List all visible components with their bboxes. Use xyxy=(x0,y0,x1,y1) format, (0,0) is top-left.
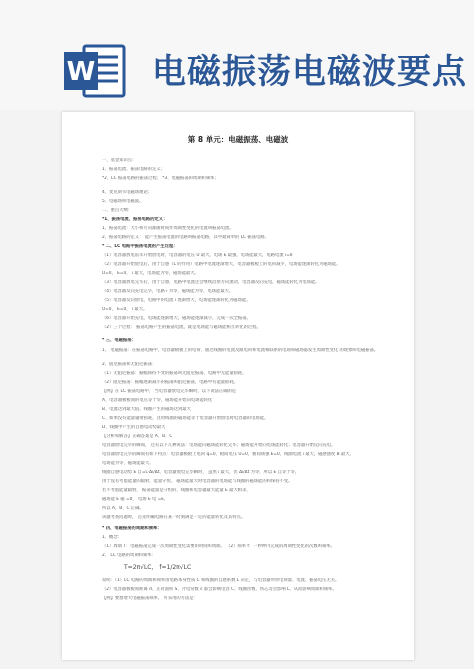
text-line: （2）三个过程： 振荡电路产生的振荡电流，就是电场能与磁场能相互转化的过程。 xyxy=(102,325,261,330)
text-line: （3）电容器放电完毕后，由于自感，电路中电流还会继续沿原方向流动，电容器反向充电，磁场能转化为电场能。 xyxy=(102,280,320,285)
word-document-icon xyxy=(62,40,128,100)
section-heading: * 四、电磁振荡的周期和频率： xyxy=(102,526,162,531)
text-line: （2）电容器极板间距离 d、正对面积 S、介电常数 ε 都会影响电容 C；线圈匝数、铁芯等会影响 L，从而影响周期和频率。 xyxy=(102,587,337,592)
text-line: （2）电容器开始放电后，由于自感（L 的作用）电路中电流逐渐增大，电容器极板上的电荷减少，电场能逐渐转化为磁场能。 xyxy=(102,262,341,267)
text-line: 4、麦克斯韦电磁场理论； xyxy=(102,190,152,195)
text-line: （4）电容器反向充电完毕，电路 i 为零，磁场能为零，电场能最大。 xyxy=(102,289,234,294)
section-heading: * 二、LC 电路中振荡电流的产生过程： xyxy=(102,244,178,249)
text-line: （1）无阻尼振荡：振幅保持不变的振荡叫无阻尼振荡，电路中无能量损耗。 xyxy=(102,371,247,376)
section-heading: * 三、电磁振荡： xyxy=(102,338,136,343)
text-line: 电容器放电完毕的瞬间有如下特点：电容器极板上电荷 q=0，板间电压 U=0，板间场强 E=0，线圈电流 i 最大，磁感强度 B 最大， xyxy=(102,452,354,457)
text-line: 2、阻尼振荡和无阻尼振荡： xyxy=(102,362,157,367)
document-page xyxy=(62,112,414,660)
text-line: 【分析和解答】正确答案是 A、B、C xyxy=(102,434,173,439)
text-line: 电场能为零，磁场能最大。 xyxy=(102,461,154,466)
text-line: （6）电容器开始充电，电场能逐渐增大，磁场能逐渐减小，完成一次全振荡。 xyxy=(102,316,251,321)
text-line: 1、 电磁振荡：在振荡电路中，电容器极板上的电荷、通过线圈的电流及跟电荷和电流相联系的电场和磁场都发生周期性变化 的现象叫电磁振荡。 xyxy=(102,348,379,353)
text-line: 1、振荡电流、振荡电路的定义； xyxy=(102,167,165,172)
text-line: 线圈自感电动势 E 自=L·Δi/Δt，电容器放电完毕瞬时， 虽然 i 最大，但 Δi/Δt 为零，所以 E 自等于零。 xyxy=(102,470,300,475)
text-line: 电容器放电完毕的瞬间， 还有以下几种说法：电场能向磁场能转化完毕；磁场能开始向电场能转化；电容器开始反向充电。 xyxy=(102,443,336,448)
text-line: 若不考虑能量辐射， 振荡能量是守恒的，线圈和电容器最大能量 E 最大相等， xyxy=(102,488,251,493)
text-line: 由于没有考虑能量的辐射，能量守恒， 磁场能最大时电容器的电场能与线圈的磁场能的和保持不变。 xyxy=(102,479,293,484)
word-logo-letter: W xyxy=(66,57,96,87)
text-line: A、电容器极板间的电压等于零，磁场能开始向电场能转化 xyxy=(102,398,213,403)
text-line: （1）周期 T：电磁振荡完成一次周期性变化需要的时间叫周期。 （2）频率 f：一秒钟内完成的周期性变化的次数叫频率。 xyxy=(102,544,335,549)
text-line: 1、振荡电流：大小和方向都随时间作周期性变化的电流叫振荡电流。 xyxy=(102,226,234,231)
banner xyxy=(0,0,474,110)
text-line: U=0， E=0， i 最大，电场能为零，磁场能最大。 xyxy=(102,271,199,276)
text-line: 【例】要想增大电磁振荡频率， 可采用的方法是： xyxy=(102,596,198,601)
text-line: 该题考查问题时， 首先明确电路在某一时刻满足一定的能量转化及其特点。 xyxy=(102,515,246,520)
text-line: C、如果没有能量辐射损耗，这时线圈的磁场能等于电容器开始放电时电容器的电场能。 xyxy=(102,416,269,421)
text-line: 一、基金知识点： xyxy=(102,158,137,163)
document-title: 第 8 单元：电磁振荡、电磁波 xyxy=(187,135,289,144)
text-line: （1）电容器放电前未开始放电时，电容器的电压 U 最大，电场 E 最强，电场能最大，电路电流 i=0 xyxy=(102,253,293,258)
text-line: 1、概念： xyxy=(102,535,122,540)
text-line: 所以 A、B、C 正确。 xyxy=(102,506,144,511)
text-line: 二、重点大纲： xyxy=(102,208,133,213)
section-heading: *1、振荡电流、振荡电路的定义： xyxy=(102,217,168,222)
text-line: 5、电磁场和电磁波。 xyxy=(102,199,144,204)
text-line: D、线圈中产生的自感电动势最大 xyxy=(102,425,166,430)
text-line: 说明：（1）LC 电路的周期和频率由电路本身性质 C 和线圈的自感系数 L 决定，与电容器所带电荷量、电流、振荡电压无关。 xyxy=(102,578,340,583)
period-formula: T=2π√LC， f=1/2π√LC xyxy=(124,564,192,571)
text-line: *2、LC 振荡电路的振荡过程； *3、电磁振荡的周期和频率； xyxy=(102,176,219,181)
text-line: U=0， E=0， i 最大。 xyxy=(102,307,148,312)
text-line: 2、 LC 电路的周期和频率： xyxy=(102,553,156,558)
banner-title: 电磁振荡电磁波要点 xyxy=(152,52,467,92)
text-line: （5）电容器反向放电，电路中的电流 i 逐渐增大，电场能逐渐转化为磁场能。 xyxy=(102,298,251,303)
text-line: B、电流达到最大值，线圈产生的磁场达到最大 xyxy=(102,407,191,412)
text-line: 【例】在 LC 振荡电路中， 当电容器放电完毕瞬时，以下说法正确的是 xyxy=(102,389,237,394)
text-line: （2）阻尼振荡：振幅逐渐减小的振荡叫阻尼振荡，电路中有能量损耗。 xyxy=(102,380,238,385)
text-line: 2、振荡电路的定义： 能产生振荡电流的电路叫振荡电路，其中最简单的 LC 振荡电路。 xyxy=(102,235,269,240)
text-line: 磁场能 E 磁 =0， 电场 E 电 =E， xyxy=(102,497,169,502)
